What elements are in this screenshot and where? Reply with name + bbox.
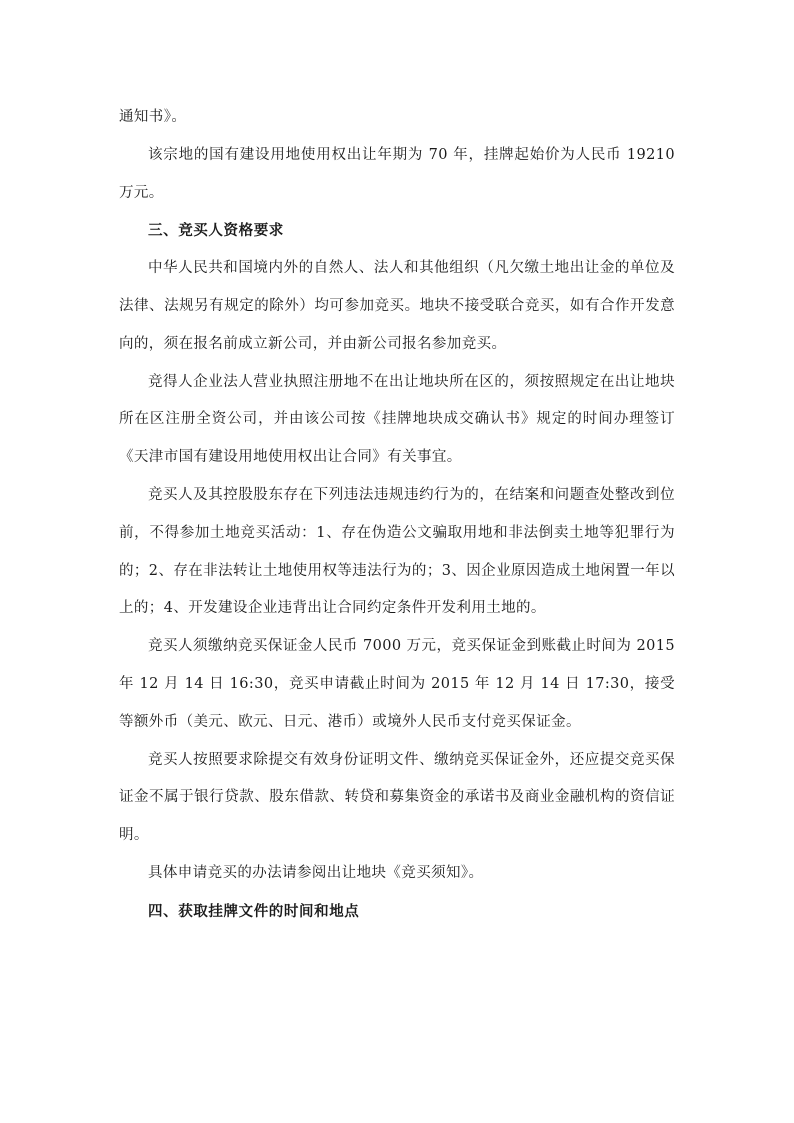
paragraph-refer-instructions: 具体申请竞买的办法请参阅出让地块《竞买须知》。: [148, 864, 484, 881]
paragraph-violations: 竞买人及其控股股东存在下列违法违规违约行为的，在结案和问题查处整改到位前，不得参加土地竞买活动：1、存在伪造公文骗取用地和非法倒卖土地等犯罪行为的；2、存在非法转让土地使用权等违法行为的；3、因企业原因造成土地闲置一年以上的；4、开发建设企业违背出让合同约定条件开发利用土地的。: [119, 486, 675, 617]
section-heading-documents-time-place: 四、获取挂牌文件的时间和地点: [148, 902, 360, 920]
document-body: [119, 99, 675, 931]
paragraph-eligibility: 中华人民共和国境内外的自然人、法人和其他组织（凡欠缴土地出让金的单位及法律、法规另有规定的除外）均可参加竞买。地块不接受联合竞买，如有合作开发意向的，须在报名前成立新公司，并由新公司报名参加竞买。: [119, 260, 675, 352]
paragraph-term-and-price: 该宗地的国有建设用地使用权出让年期为 70 年，挂牌起始价为人民币 19210 万元。: [119, 146, 675, 201]
paragraph-registration: 竞得人企业法人营业执照注册地不在出让地块所在区的，须按照规定在出让地块所在区注册全资公司，并由该公司按《挂牌地块成交确认书》规定的时间办理签订《天津市国有建设用地使用权出让合同》有关事宜。: [119, 373, 675, 466]
section-heading-eligibility: 三、竞买人资格要求: [148, 222, 284, 240]
paragraph-deposit: 竞买人须缴纳竞买保证金人民币 7000 万元，竞买保证金到账截止时间为 2015 年 12 月 14 日 16:30，竞买申请截止时间为 2015 年 12 月 14 日 17:30，接受等额外币（美元、欧元、日元、港币）或境外人民币支付竞买保证金。: [119, 638, 675, 730]
paragraph-notice-end: 通知书》。: [119, 109, 187, 125]
paragraph-required-documents: 竞买人按照要求除提交有效身份证明文件、缴纳竞买保证金外，还应提交竞买保证金不属于银行贷款、股东借款、转贷和募集资金的承诺书及商业金融机构的资信证明。: [119, 751, 675, 844]
